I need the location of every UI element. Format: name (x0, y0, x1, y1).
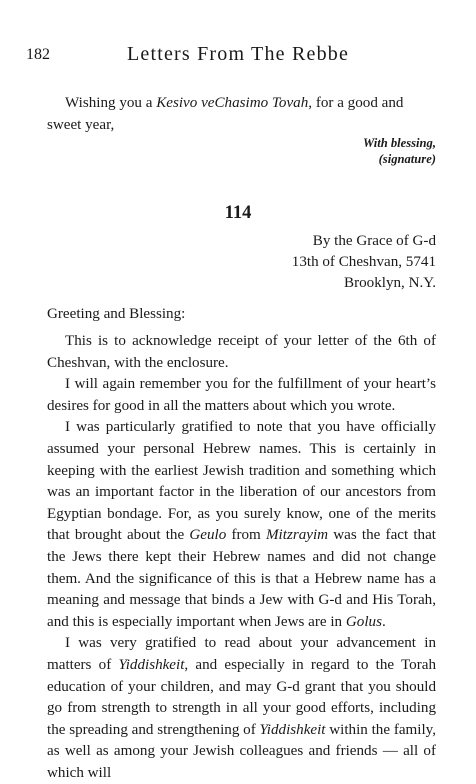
letter-header-line-place: Brooklyn, N.Y. (344, 275, 436, 291)
text-run: from (226, 527, 266, 544)
paragraph-yiddishkeit (47, 633, 436, 784)
text-run: was the fact that the Jews there kept their Hebrew names and did not change them. And the significance of this is that a Hebrew name has a meaning and message that binds a Jew with G-d and His Torah, and this is especially important when Jews are in (47, 527, 436, 630)
letter-header-line-grace: By the Grace of G-d (312, 233, 436, 249)
closing-text-end: , for a good and sweet year, (47, 95, 404, 133)
letter-number: 114 (224, 203, 252, 223)
paragraph-remember: I will again remember you for the fulfillment of your heart’s desires for good in all the matters about which you wrote. (47, 376, 436, 414)
italic-term-yiddishkeit: Yiddishkeit (259, 721, 326, 738)
signoff: With blessing, (362, 136, 436, 150)
closing-italic-phrase: Kesivo veChasimo Tovah (156, 95, 309, 111)
italic-term-golus: Golus (345, 613, 382, 630)
salutation: Greeting and Blessing: (47, 306, 186, 322)
text-run: I was particularly gratified to note that you have officially assumed your personal Hebrew names. This is certainly in keeping with the earliest Jewish tradition and something which was an important factor in the liberation of our ancestors from Egyptian bondage. For, as you surely know, one of the merits that brought about the (47, 419, 436, 544)
letter-header-line-date: 13th of Cheshvan, 5741 (291, 254, 436, 270)
closing-text: Wishing you a (65, 95, 157, 111)
running-head: Letters From The Rebbe (126, 43, 350, 65)
text-run: I was very gratified to read about your advancement in matters of (47, 635, 436, 673)
paragraph-acknowledge: This is to acknowledge receipt of your letter of the 6th of Cheshvan, with the enclosure. (47, 333, 436, 371)
text-run: within the family, as well as among your Jewish colleagues and friends — all of which will (47, 721, 437, 781)
closing-paragraph (47, 93, 436, 136)
paragraph-hebrew-names (47, 417, 436, 633)
italic-term-geulo: Geulo (189, 527, 227, 544)
page-number: 182 (26, 46, 50, 63)
signature: (signature) (378, 152, 436, 166)
text-run: . (381, 613, 386, 630)
text-run: , and especially in regard to the Torah education of your children, and may G-d grant that you should go from strength to strength in all your good efforts, including the spreading and strengthening of (47, 656, 436, 738)
letter-body (47, 331, 436, 784)
italic-term-mitzrayim: Mitzrayim (265, 527, 329, 544)
italic-term-yiddishkeit: Yiddishkeit (118, 656, 185, 673)
